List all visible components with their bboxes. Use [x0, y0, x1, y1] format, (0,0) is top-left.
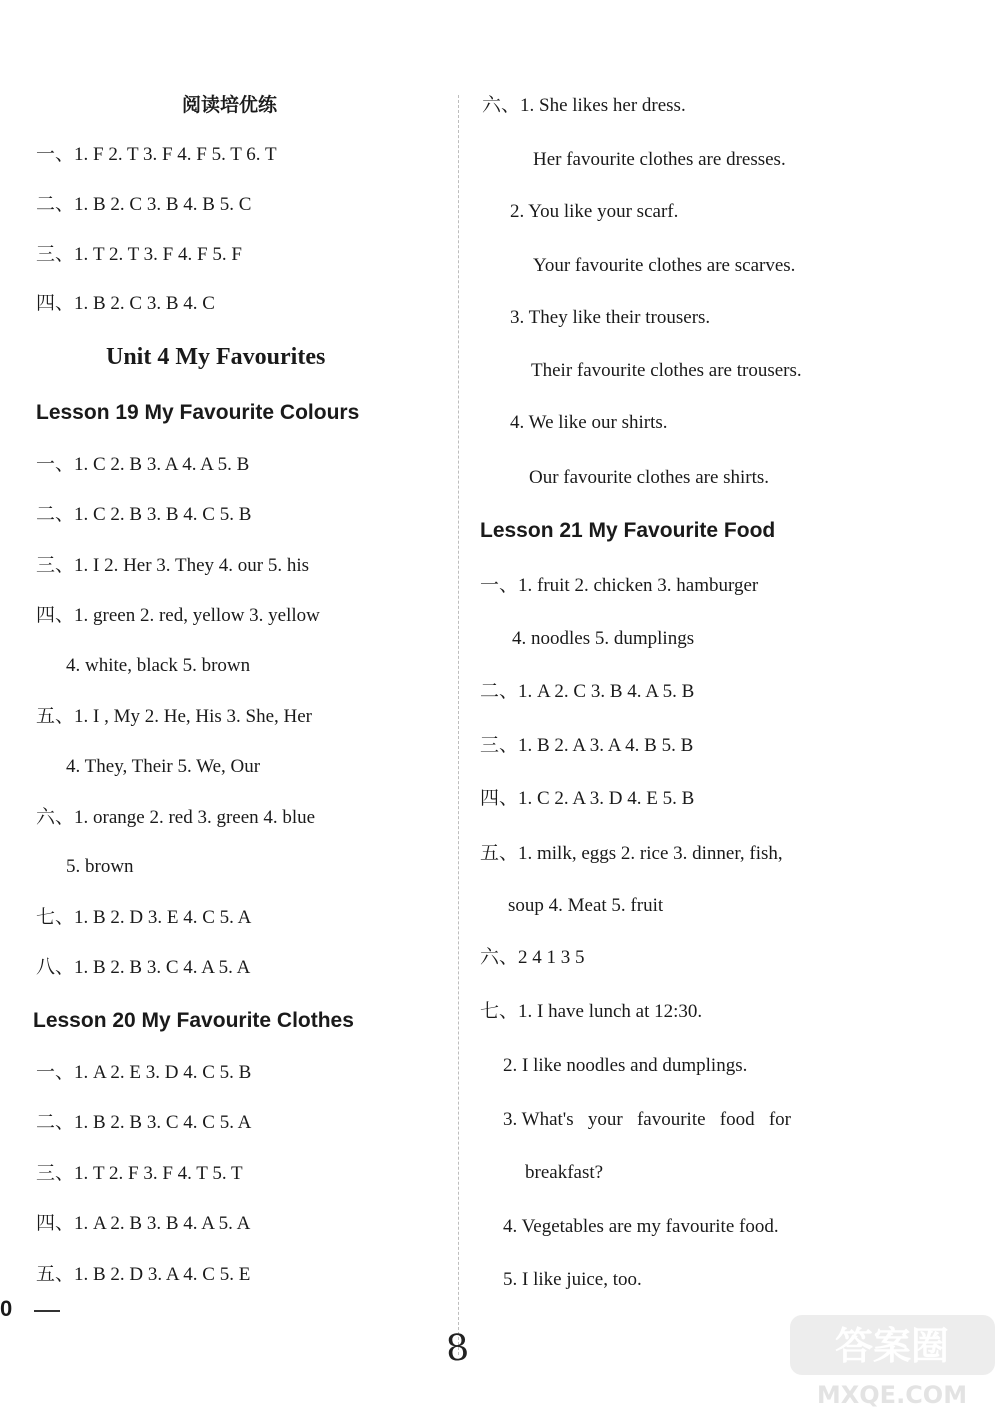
lesson-20-answer-line: Their favourite clothes are trousers. — [531, 360, 802, 381]
lesson-19-answer-line: 四、1. green 2. red, yellow 3. yellow — [36, 605, 320, 626]
lesson-19-answer-line: 五、1. I , My 2. He, His 3. She, Her — [36, 706, 313, 727]
watermark-text: 答案圈 — [834, 1324, 950, 1368]
lesson-21-answer-line: 二、1. A 2. C 3. B 4. A 5. B — [480, 681, 695, 702]
lesson-21-answer-line: 2. I like noodles and dumplings. — [503, 1055, 748, 1076]
column-divider — [458, 95, 459, 1355]
lesson-21-title: Lesson 21 My Favourite Food — [480, 519, 776, 542]
lesson-21-answer-line: 4. noodles 5. dumplings — [512, 628, 695, 649]
lesson-20-answer-line: Her favourite clothes are dresses. — [533, 149, 786, 170]
reading-answer-line: 四、1. B 2. C 3. B 4. C — [36, 293, 215, 314]
lesson-20-answer-line: 4. We like our shirts. — [510, 412, 668, 433]
watermark-logo-icon — [790, 1315, 995, 1410]
lesson-19-answer-line: 4. white, black 5. brown — [66, 655, 251, 676]
reading-answer-line: 二、1. B 2. C 3. B 4. B 5. C — [36, 194, 252, 215]
unit-title: Unit 4 My Favourites — [106, 344, 326, 370]
handwritten-mark: 8 — [444, 1327, 471, 1370]
lesson-20-answer-line: Our favourite clothes are shirts. — [529, 467, 770, 488]
reading-answer-line: 三、1. T 2. T 3. F 4. F 5. F — [36, 244, 242, 265]
lesson-20-answer-line: 3. They like their trousers. — [510, 307, 711, 328]
lesson-21-answer-line: soup 4. Meat 5. fruit — [508, 895, 664, 916]
lesson-20-answer-line: 五、1. B 2. D 3. A 4. C 5. E — [36, 1264, 251, 1285]
reading-practice-title: 阅读培优练 — [182, 94, 278, 116]
lesson-19-answer-line: 三、1. I 2. Her 3. They 4. our 5. his — [36, 555, 310, 576]
lesson-20-answer-line: 六、1. She likes her dress. — [482, 95, 686, 116]
lesson-21-answer-line: 三、1. B 2. A 3. A 4. B 5. B — [480, 735, 694, 756]
lesson-19-title: Lesson 19 My Favourite Colours — [36, 401, 360, 424]
lesson-20-answer-line: 四、1. A 2. B 3. B 4. A 5. A — [36, 1213, 251, 1234]
watermark-url: MXQE.COM — [816, 1381, 968, 1409]
lesson-20-answer-line: 一、1. A 2. E 3. D 4. C 5. B — [36, 1062, 252, 1083]
lesson-19-answer-line: 4. They, Their 5. We, Our — [66, 756, 261, 777]
lesson-19-answer-line: 七、1. B 2. D 3. E 4. C 5. A — [36, 907, 252, 928]
lesson-21-answer-line: 一、1. fruit 2. chicken 3. hamburger — [480, 575, 759, 596]
lesson-20-answer-line: Your favourite clothes are scarves. — [533, 255, 796, 276]
lesson-21-answer-line: 五、1. milk, eggs 2. rice 3. dinner, fish, — [480, 843, 783, 864]
lesson-19-answer-line: 六、1. orange 2. red 3. green 4. blue — [36, 807, 316, 828]
lesson-20-answer-line: 2. You like your scarf. — [510, 201, 679, 222]
lesson-21-answer-line: 七、1. I have lunch at 12:30. — [480, 1001, 703, 1022]
lesson-21-answer-line: breakfast? — [525, 1162, 604, 1183]
lesson-21-answer-line: 四、1. C 2. A 3. D 4. E 5. B — [480, 788, 695, 809]
lesson-19-answer-line: 八、1. B 2. B 3. C 4. A 5. A — [36, 957, 251, 978]
lesson-21-answer-line: 3. What's your favourite food for — [503, 1109, 792, 1130]
lesson-20-answer-line: 二、1. B 2. B 3. C 4. C 5. A — [36, 1112, 252, 1133]
lesson-21-answer-line: 5. I like juice, too. — [503, 1269, 642, 1290]
lesson-21-answer-line: 六、2 4 1 3 5 — [480, 947, 585, 968]
lesson-21-answer-line: 4. Vegetables are my favourite food. — [503, 1216, 779, 1237]
footer-rule — [34, 1310, 60, 1312]
lesson-19-answer-line: 二、1. C 2. B 3. B 4. C 5. B — [36, 504, 252, 525]
lesson-20-title: Lesson 20 My Favourite Clothes — [33, 1009, 354, 1032]
watermark-logo — [790, 1315, 995, 1410]
page-number: 0 — [0, 1296, 13, 1321]
lesson-19-answer-line: 一、1. C 2. B 3. A 4. A 5. B — [36, 454, 250, 475]
lesson-20-answer-line: 三、1. T 2. F 3. F 4. T 5. T — [36, 1163, 243, 1184]
reading-answer-line: 一、1. F 2. T 3. F 4. F 5. T 6. T — [36, 144, 277, 165]
lesson-19-answer-line: 5. brown — [66, 856, 134, 877]
